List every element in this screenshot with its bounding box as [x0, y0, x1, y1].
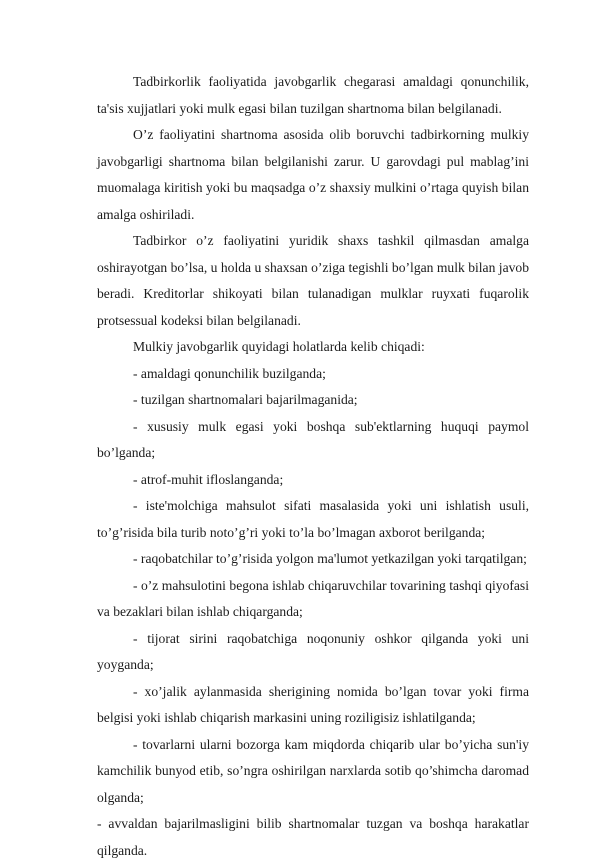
list-item-contract-breach: - tuzilgan shartnomalari bajarilmaganida; [133, 392, 358, 407]
paragraph-individual-entrepreneur: Tadbirkor o’z faoliyatini yuridik shaxs tashkil qilmasdan amalga oshirayotgan bo’lsa, u holda u shaxsan o’ziga tegishli bo’lgan mulk bilan javob beradi. Kreditorlar shikoyati bilan tulanadigan mulklar ruyxati fuqarolik protsessual kodeksi bilan belgilanadi. [97, 233, 529, 328]
paragraph-liability-limits: Tadbirkorlik faoliyatida javobgarlik chegarasi amaldagi qonunchilik, ta'sis xujjatlari yoki mulk egasi bilan tuzilgan shartnoma bilan belgilanadi. [97, 74, 529, 116]
document-page [97, 69, 529, 864]
list-item-imitation: - o’z mahsulotini begona ishlab chiqaruvchilar tovarining tashqi qiyofasi va bezaklari bilan ishlab chiqarganda; [97, 577, 529, 619]
list-item-pollution: - atrof-muhit ifloslanganda; [133, 471, 284, 487]
paragraph-list-intro: Mulkiy javobgarlik quyidagi holatlarda kelib chiqadi: [133, 339, 425, 354]
list-item-trademark-misuse: - xo’jalik aylanmasida sherigining nomida bo’lgan tovar yoki firma belgisi yoki ishlab chiqarish markasini uning roziligisiz ishlatilganda; [97, 683, 529, 725]
list-item-trade-secret: - tijorat sirini raqobatchiga noqonuniy oshkor qilganda yoki uni yoyganda; [97, 630, 529, 672]
list-item-law-violation: - amaldagi qonunchilik buzilganda; [133, 365, 326, 381]
list-item-false-product-info: - iste'molchiga mahsulot sifati masalasida yoki uni ishlatish usuli, to’g’risida bila turib noto’g’ri yoki to’la bo’lmagan axborot berilganda; [97, 498, 529, 540]
paragraph-contract-liability: O’z faoliyatini shartnoma asosida olib boruvchi tadbirkorning mulkiy javobgarligi shartnoma bilan belgilanishi zarur. U garovdagi pul mablag’ini muomalaga kiritish yoki bu maqsadga o’z shaxsiy mulkini o’rtaga quyish bilan amalga oshiriladi. [97, 127, 529, 222]
list-item-false-competitor-info: - raqobatchilar to’g’risida yolgon ma'lumot yetkazilgan yoki tarqatilgan; [133, 551, 527, 566]
list-item-bad-faith-contracts: - avvaldan bajarilmasligini bilib shartnomalar tuzgan va boshqa harakatlar qilganda. [97, 816, 529, 858]
list-item-rights-violation: - xususiy mulk egasi yoki boshqa sub'ektlarning huquqi paymol bo’lganda; [97, 418, 529, 460]
list-item-artificial-shortage: - tovarlarni ularni bozorga kam miqdorda chiqarib ular bo’yicha sun'iy kamchilik bunyod etib, so’ngra oshirilgan narxlarda sotib qo’shimcha daromad olganda; [97, 736, 529, 805]
